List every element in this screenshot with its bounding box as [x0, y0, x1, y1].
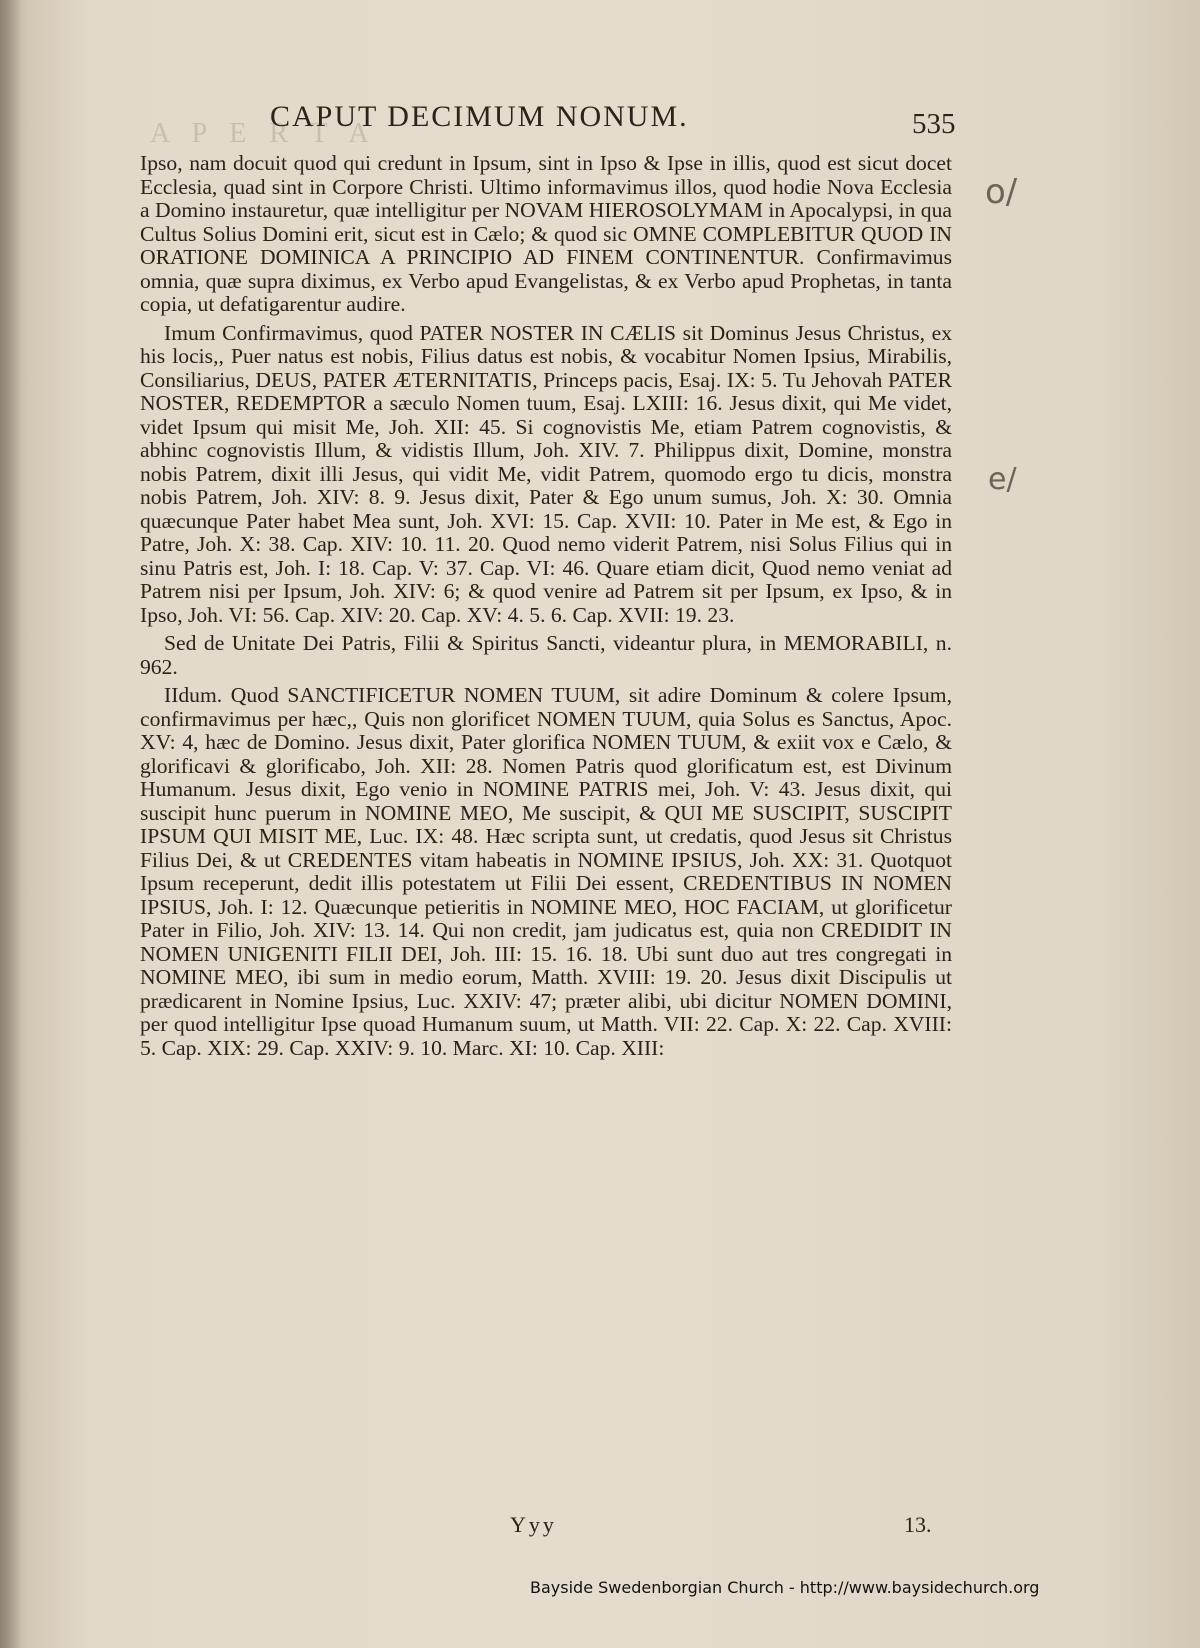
paragraph: IIdum. Quod SANCTIFICETUR NOMEN TUUM, sit adire Dominum & colere Ipsum, confirmavimus per hæc,, Quis non glorificet NOMEN TUUM, quia Solus es Sanctus, Apoc. XV: 4, hæc de Domino. Jesus dixit, Pater glorifica NOMEN TUUM, & exiit vox e Cælo, & glorificavi & glorificabo, Joh. XII: 28. Nomen Patris quod glorificatum est, est Divinum Humanum. Jesus dixit, Ego venio in NOMINE PATRIS mei, Joh. V: 43. Jesus dixit, qui suscipit hunc puerum in NOMINE MEO, Me suscipit, & QUI ME SUSCIPIT, SUSCIPIT IPSUM QUI MISIT ME, Luc. IX: 48. Hæc scripta sunt, ut credatis, quod Jesus sit Christus Filius Dei, & ut CREDENTES vitam habeatis in NOMINE IPSIUS, Joh. XX: 31. Quotquot Ipsum receperunt, dedit illis potestatem ut Filii Dei essent, CREDENTIBUS IN NOMEN IPSIUS, Joh. I: 12. Quæcunque petieritis in NOMINE MEO, HOC FACIAM, ut glorificetur Pater in Filio, Joh. XIV: 13. 14. Qui non credit, jam judicatus est, quia non CREDIDIT IN NOMEN UNIGENITI FILII DEI, Joh. III: 15. 16. 18. Ubi sunt duo aut tres congregati in NOMINE MEO, ibi sum in medio eorum, Matth. XVIII: 19. 20. Jesus dixit Discipulis ut prædicarent in Nomine Ipsius, Luc. XXIV: 47; præter alibi, ubi dicitur NOMEN DOMINI, per quod intelligitur Ipse quoad Humanum suum, ut Matth. VII: 22. Cap. X: 22. Cap. XVIII: 5. Cap. XIX: 29. Cap. XXIV: 9. 10. Marc. XI: 10. Cap. XIII:: [140, 683, 952, 1060]
paragraph: Imum Confirmavimus, quod PATER NOSTER IN CÆLIS sit Dominus Jesus Christus, ex his locis,, Puer natus est nobis, Filius datus est nobis, & vocabitur Nomen Ipsius, Mirabilis, Consiliarius, DEUS, PATER ÆTERNITATIS, Princeps pacis, Esaj. IX: 5. Tu Jehovah PATER NOSTER, REDEMPTOR a sæculo Nomen tuum, Esaj. LXIII: 16. Jesus dixit, qui Me videt, videt Ipsum qui misit Me, Joh. XII: 45. Si cognovistis Me, etiam Patrem cognovistis, & abhinc cognovistis Illum, & vidistis Illum, Joh. XIV. 7. Philippus dixit, Domine, monstra nobis Patrem, dixit illi Jesus, qui vidit Me, vidit Patrem, quomodo ergo tu dicis, monstra nobis Patrem, Joh. XIV: 8. 9. Jesus dixit, Pater & Ego unum sumus, Joh. X: 30. Omnia quæcunque Pater habet Mea sunt, Joh. XVI: 15. Cap. XVII: 10. Pater in Me est, & Ego in Patre, Joh. X: 38. Cap. XIV: 10. 11. 20. Quod nemo viderit Patrem, nisi Solus Filius qui in sinu Patris est, Joh. I: 18. Cap. V: 37. Cap. VI: 46. Quare etiam dicit, Quod nemo veniat ad Patrem nisi per Ipsum, Joh. XIV: 6; & quod venire ad Patrem sit per Ipsum, ex Ipso, & in Ipso, Joh. VI: 56. Cap. XIV: 20. Cap. XV: 4. 5. 6. Cap. XVII: 19. 23.: [140, 320, 952, 627]
running-title: CAPUT DECIMUM NONUM.: [270, 100, 689, 133]
watermark-credit: Bayside Swedenborgian Church - http://www.baysidechurch.org: [530, 1578, 1040, 1597]
page-number: 535: [912, 108, 956, 140]
body-text: [140, 152, 952, 1065]
margin-mark: e/: [988, 462, 1017, 497]
paragraph: Sed de Unitate Dei Patris, Filii & Spiritus Sancti, videantur plura, in MEMORABILI, n. 962.: [140, 631, 952, 679]
page-fold-shadow: [0, 0, 22, 1648]
margin-mark: o/: [985, 172, 1018, 212]
catchword: 13.: [904, 1512, 932, 1537]
paragraph: Ipso, nam docuit quod qui credunt in Ipsum, sint in Ipso & Ipse in illis, quod est sicut docet Ecclesia, quad sint in Corpore Christi. Ultimo informavimus illos, quod hodie Nova Ecclesia a Domino instauretur, quæ intelligitur per NOVAM HIEROSOLYMAM in Apocalypsi, in qua Cultus Solius Domini erit, sicut est in Cælo; & quod sic OMNE COMPLEBITUR QUOD IN ORATIONE DOMINICA A PRINCIPIO AD FINEM CONTINENTUR. Confirmavimus omnia, quæ supra diximus, ex Verbo apud Evangelistas, & ex Verbo apud Prophetas, in tanta copia, ut defatigarentur audire.: [140, 151, 952, 316]
bleed-through-text: A P E R T A: [150, 118, 377, 149]
signature-mark: Yyy: [510, 1512, 557, 1537]
